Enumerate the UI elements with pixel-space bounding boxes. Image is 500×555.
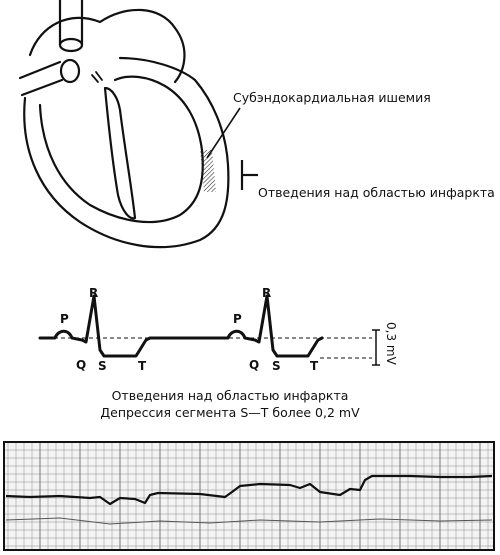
heart-illustration xyxy=(20,0,228,247)
wave-label-r-2: R xyxy=(262,286,272,300)
wave-label-p-2: P xyxy=(233,312,242,326)
ecg-trace xyxy=(40,296,322,356)
wave-label-t: T xyxy=(138,359,147,373)
septum xyxy=(105,88,135,218)
wave-label-p: P xyxy=(60,312,69,326)
caption-line-2: Депрессия сегмента S—T более 0,2 mV xyxy=(100,405,360,420)
wave-label-q: Q xyxy=(76,358,87,372)
wave-label-s-2: S xyxy=(272,359,281,373)
wave-label-t-2: T xyxy=(310,359,319,373)
wave-label-r: R xyxy=(89,286,99,300)
ischemia-leader-line xyxy=(207,108,240,158)
electrode-symbol xyxy=(242,160,258,190)
left-ventricle-cavity xyxy=(40,77,203,222)
ischemia-label: Субэндокардиальная ишемия xyxy=(233,90,431,105)
ecg-strip xyxy=(4,442,494,550)
pulmonary-artery xyxy=(20,62,62,95)
wave-label-s: S xyxy=(98,359,107,373)
caption-line-1: Отведения над областью инфаркта xyxy=(111,388,349,403)
scale-label: 0,3 mV xyxy=(384,322,398,365)
lead-label: Отведения над областью инфаркта xyxy=(258,185,495,200)
atria-outline xyxy=(30,10,184,82)
wave-label-q-2: Q xyxy=(249,358,260,372)
ecg-schematic xyxy=(40,296,380,365)
